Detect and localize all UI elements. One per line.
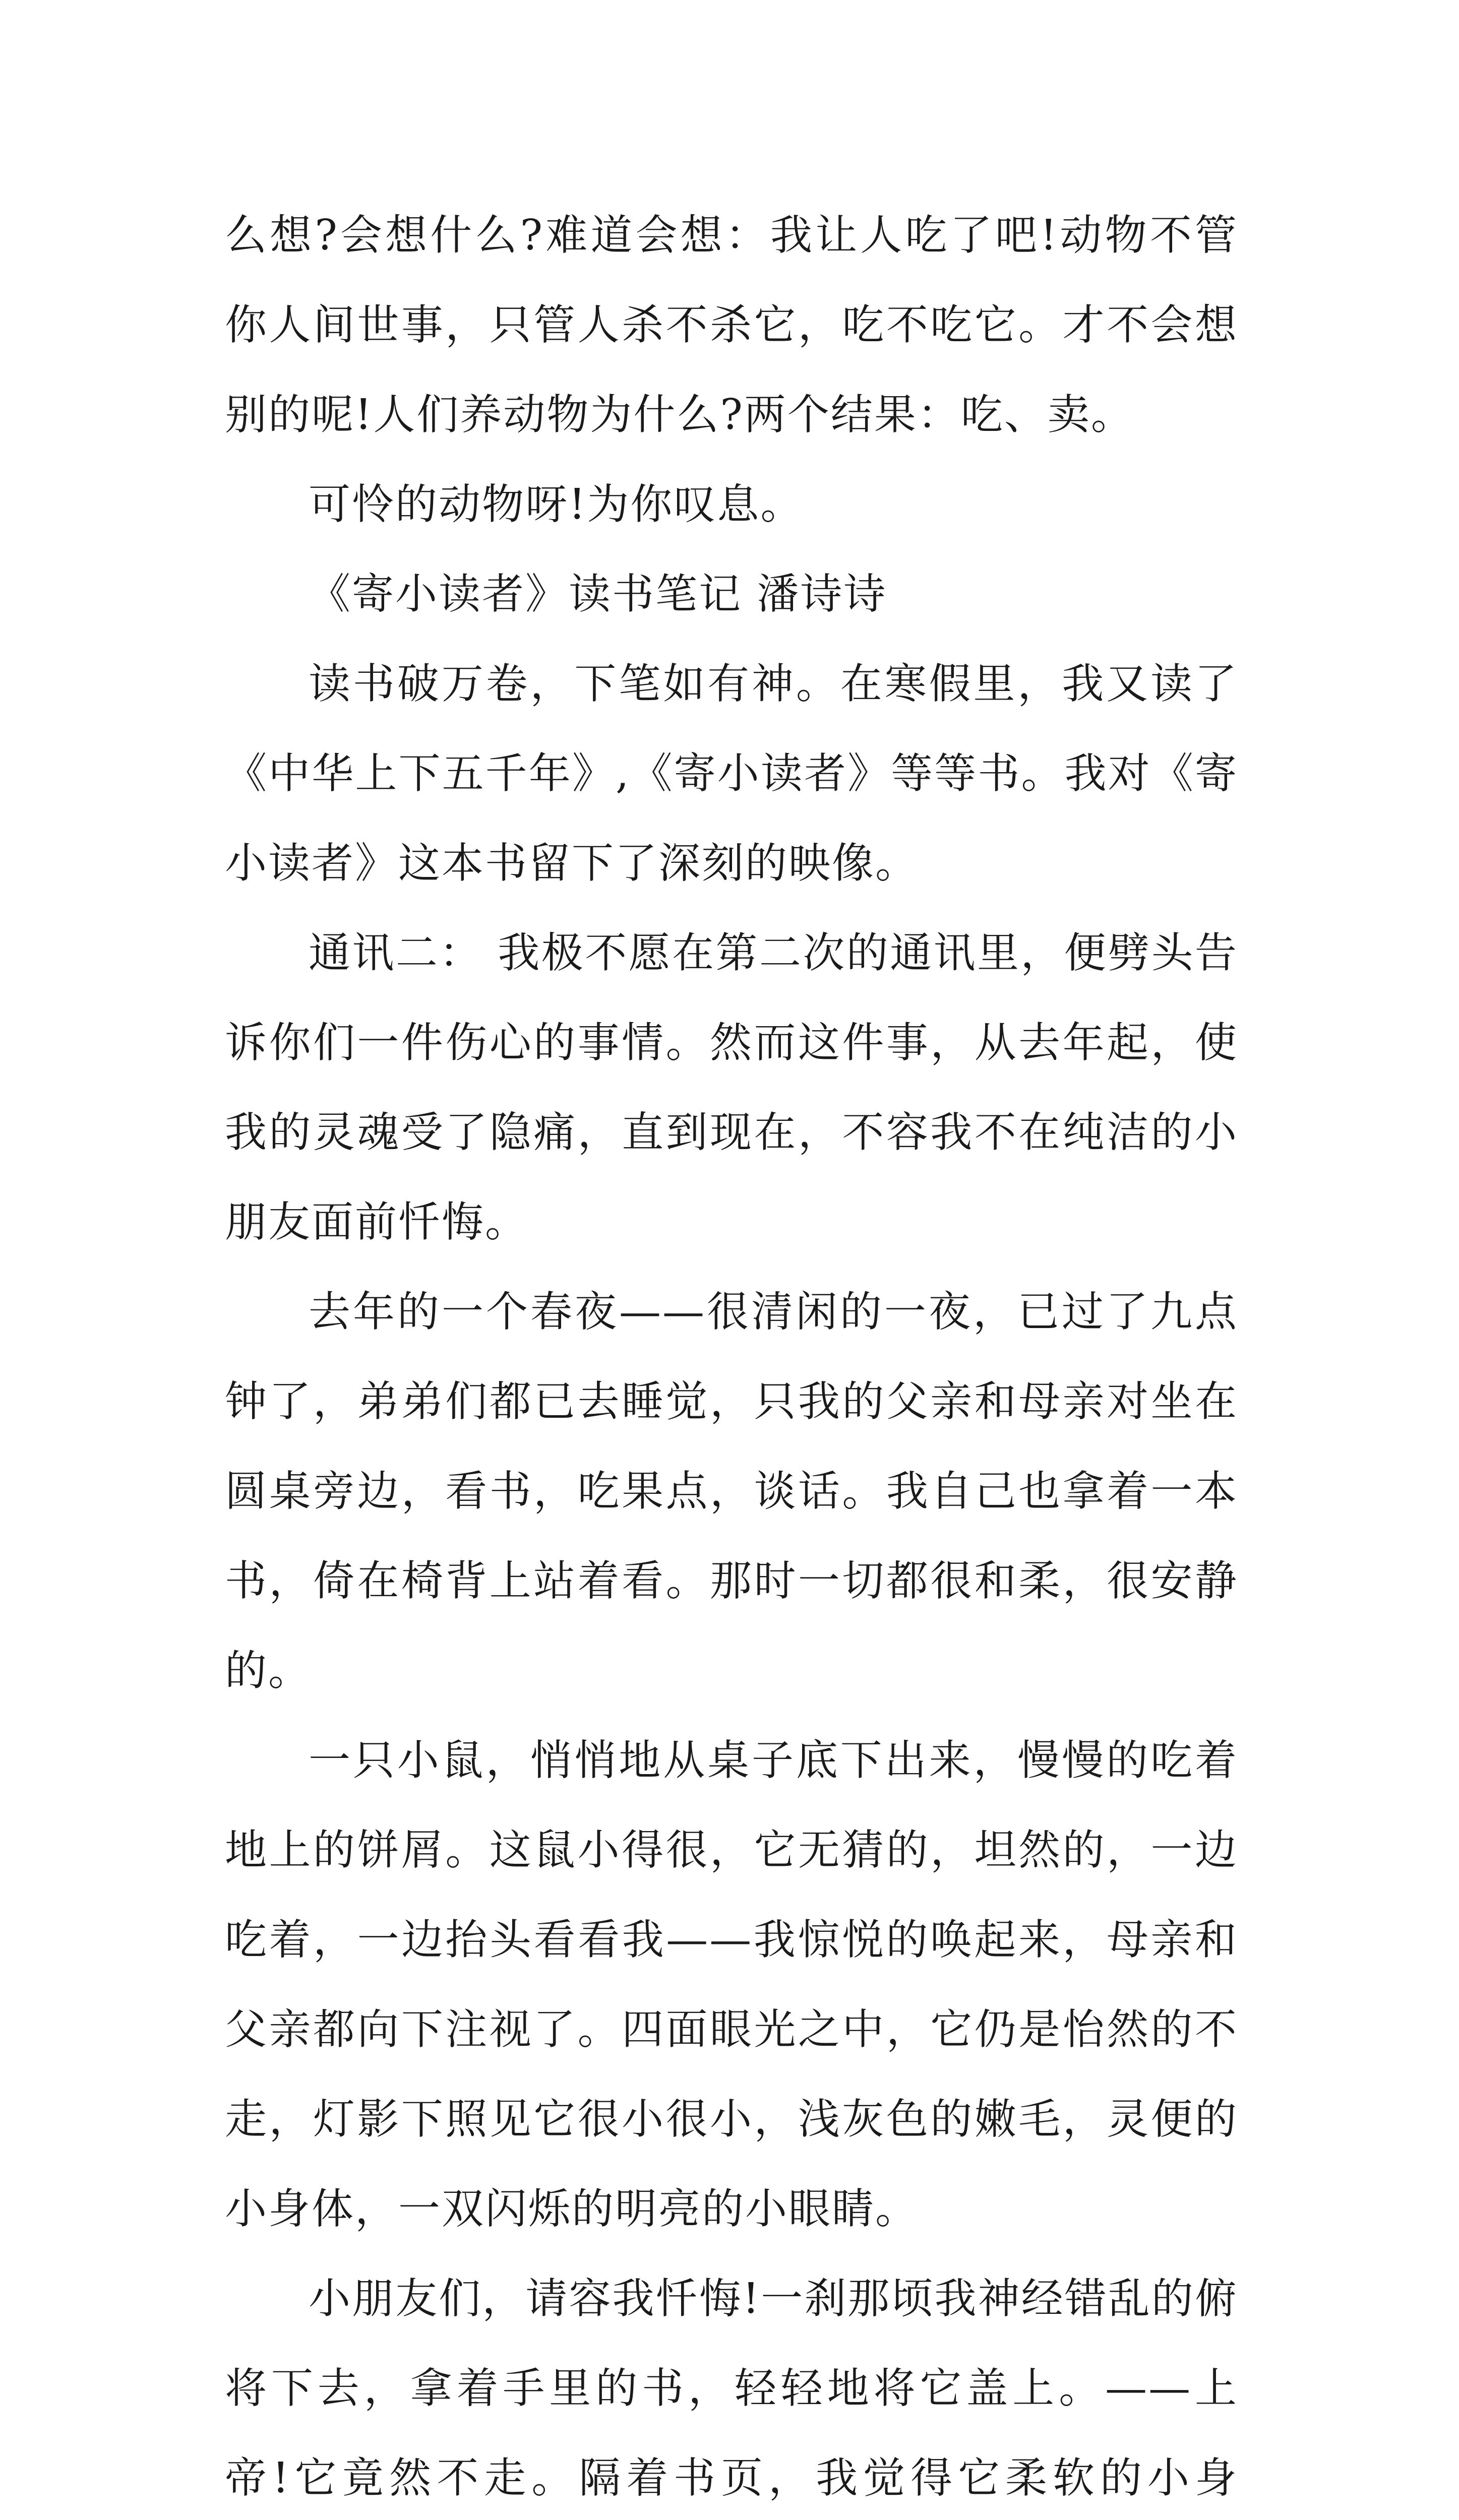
paragraph-confession: 小朋友们，请容我忏悔!一刹那顷我神经错乱的俯将下去，拿着手里的书，轻轻地将它盖上。——上帝!它竟然不走。隔着书页，我觉得它柔软的小身 bbox=[225, 2274, 1238, 2502]
paragraph-letter-two: 通讯二： 我极不愿在第二次的通讯里，便劈头告诉你们一件伤心的事情。然而这件事，从去年起，使我的灵魂受了隐痛，直到现在，不容我不在纯洁的小朋友面前忏悔。 bbox=[225, 928, 1238, 1246]
paragraph-sigh: 可怜的动物呀!为你叹息。 bbox=[309, 480, 804, 529]
paragraph-spring-night: 去年的一个春夜——很清闲的一夜，已过了九点钟了，弟弟们都已去睡觉，只我的父亲和母亲对坐在圆桌旁边，看书，吃果点，谈话。我自己也拿着一本书，倚在椅背上站着看。那时一切都很和柔，很安静的。 bbox=[225, 1287, 1238, 1695]
paragraph-little-mouse: 一只小鼠，悄悄地从桌子底下出来，慢慢的吃着地上的饼屑。这鼠小得很，它无猜的，坦然的，一边吃着，一边抬头看看我——我惊悦的唤起来，母亲和父亲都向下注视了。四面眼光之中，它仍是怡然的不走，灯影下照见它很小很小，浅灰色的嫩毛，灵便的小身体，一双闪烁的明亮的小眼睛。 bbox=[225, 1736, 1238, 2233]
paragraph-continuation: 么想?会想什么?难道会想：我让人吃了吧!动物不管你人间世事，只管人杀不杀它，吃不吃它。才不会想别的呢!人们养动物为什么?两个结果：吃、卖。 bbox=[225, 211, 1238, 439]
document-body bbox=[225, 191, 1238, 2520]
section-title: 《寄小读者》读书笔记 潘诗诗 bbox=[309, 570, 887, 618]
paragraph-intro: 读书破万卷，下笔如有神。在寒假里，我又读了《中华上下五千年》,《寄小读者》等等书。我对《寄小读者》这本书留下了深刻的映像。 bbox=[225, 659, 1238, 888]
